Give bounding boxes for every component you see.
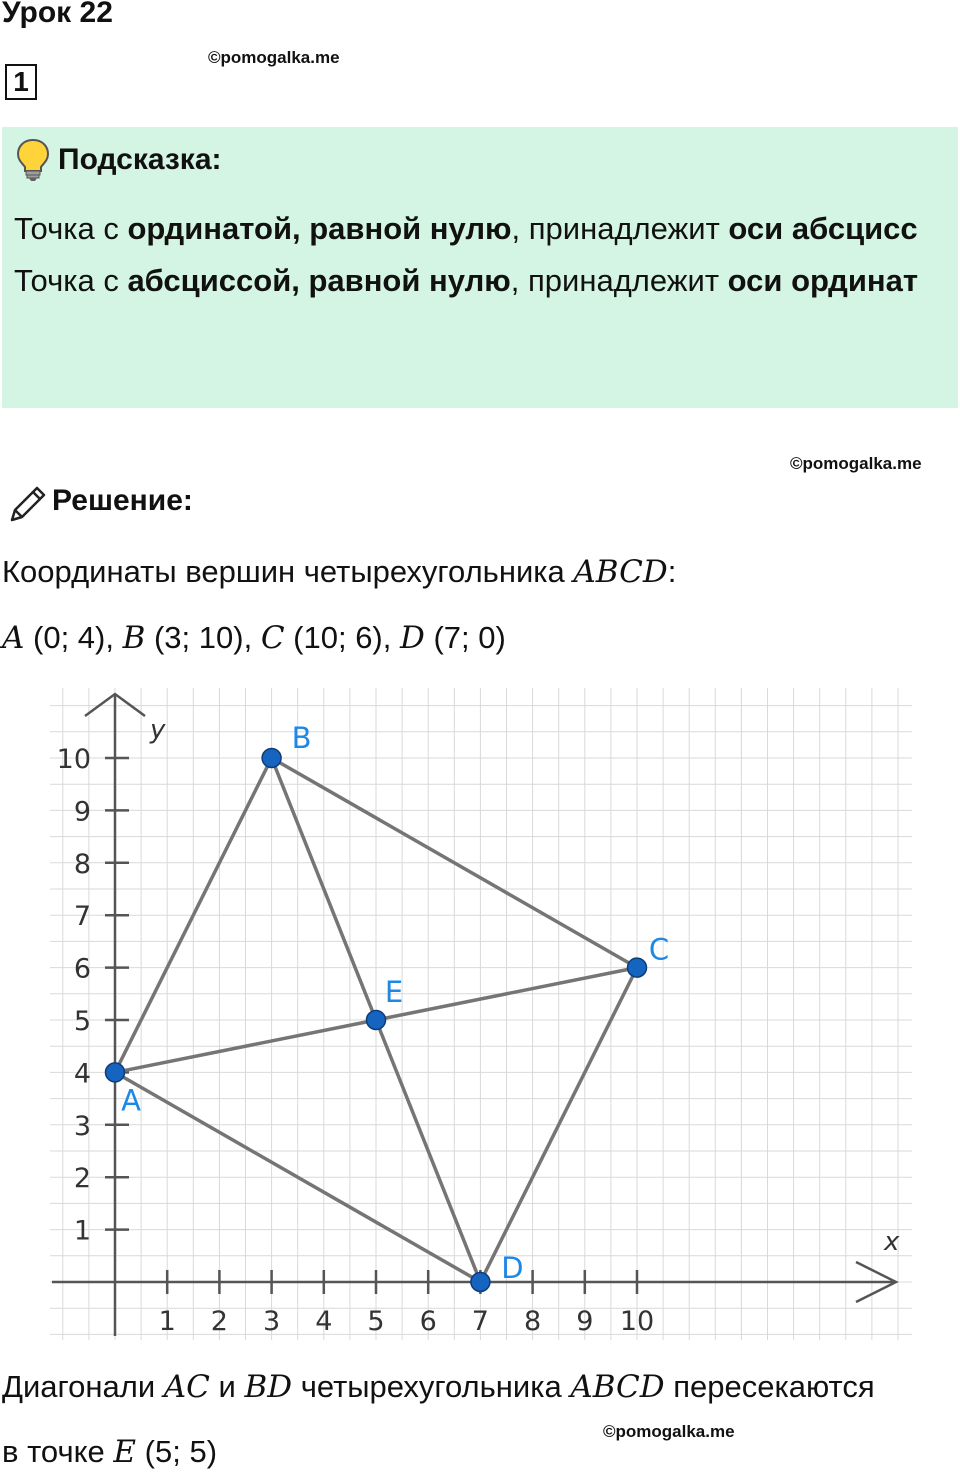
intersection-coords: (5; 5) [136, 1434, 218, 1469]
lightbulb-icon [14, 137, 52, 181]
hint-heading: Подсказка: [58, 143, 222, 176]
intersection-point-name: E [113, 1434, 137, 1470]
point-label-c: C [648, 932, 670, 967]
vertex-c-coords: (10; 6), [284, 620, 400, 655]
x-tick-label: 6 [419, 1306, 437, 1337]
diagonals-text-3: четырехугольника [292, 1369, 571, 1404]
watermark: ©pomogalka.me [790, 454, 922, 473]
hint-box [2, 127, 958, 408]
vertex-coordinates [2, 620, 506, 656]
hint-line-2 [14, 255, 944, 307]
solution-heading: Решение: [52, 484, 193, 517]
y-tick-label: 9 [73, 796, 91, 828]
vertex-a-coords: (0; 4), [24, 620, 123, 655]
hint-line-2-bold: абсциссой, равной нулю [127, 263, 511, 298]
hint-line-1-bold: ординатой, равной нулю [127, 211, 512, 246]
quad-name-2: ABCD [570, 1369, 665, 1405]
diagonals-text-4: пересекаются [664, 1369, 875, 1404]
x-tick-label: 2 [210, 1306, 228, 1337]
x-tick-label: 9 [576, 1306, 594, 1337]
hint-line-2-text-2: , принадлежит [510, 263, 728, 298]
diagonals-text-1: Диагонали [2, 1369, 164, 1404]
point-b [262, 749, 281, 768]
point-label-a: A [121, 1083, 141, 1118]
point-c [628, 958, 647, 977]
y-tick-label: 4 [73, 1058, 91, 1090]
diagonal-ac: AC [163, 1369, 210, 1405]
diagonal-bd: BD [244, 1369, 293, 1405]
vertex-b-name: B [122, 620, 146, 656]
axes [52, 694, 900, 1336]
x-tick-label: 10 [619, 1306, 655, 1337]
y-tick-label: 2 [73, 1163, 91, 1195]
point-label-e: E [384, 975, 404, 1009]
hint-line-1-text-2: , принадлежит [511, 211, 729, 246]
vertex-d-coords: (7; 0) [424, 620, 506, 655]
y-tick-label: 8 [73, 848, 91, 880]
vertex-a-name: A [2, 620, 25, 656]
hint-line-2-bold-2: оси ординат [727, 263, 919, 298]
diagonals-text-2: и [209, 1369, 245, 1404]
point-label-d: D [501, 1251, 524, 1285]
coordinate-plot [0, 688, 960, 1352]
x-tick-label: 4 [315, 1306, 333, 1337]
vertices-intro-end: : [667, 554, 677, 589]
x-tick-label: 7 [471, 1306, 489, 1337]
hint-line-2-text: Точка с [14, 263, 128, 298]
intersection-statement [2, 1434, 217, 1470]
intersection-text-1: в точке [2, 1434, 114, 1469]
x-tick-label: 3 [263, 1306, 281, 1337]
watermark: ©pomogalka.me [603, 1422, 735, 1441]
quad-name: ABCD [573, 554, 668, 590]
vertices-intro-text: Координаты вершин четырехугольника [2, 554, 574, 589]
y-tick-label: 6 [73, 953, 91, 985]
pencil-icon [6, 482, 50, 526]
point-d [471, 1273, 490, 1292]
hint-line-1-bold-2: оси абсцисс [728, 211, 918, 246]
y-tick-label: 3 [73, 1110, 91, 1142]
y-tick-label: 10 [56, 744, 91, 775]
page-title: Урок 22 [2, 0, 113, 29]
y-axis-label: y [150, 715, 166, 745]
vertices-intro [2, 554, 676, 590]
task-number: 1 [5, 64, 37, 100]
grid [50, 688, 912, 1340]
vertex-d-name: D [399, 620, 425, 656]
y-tick-label: 1 [73, 1215, 91, 1247]
x-tick-label: 8 [524, 1306, 542, 1337]
x-tick-label: 1 [158, 1306, 176, 1337]
point-e [367, 1011, 386, 1030]
hint-line-1-text: Точка с [14, 211, 128, 246]
point-a [106, 1063, 125, 1082]
hint-line-1 [14, 203, 944, 255]
hint-text [14, 203, 944, 307]
y-tick-label: 5 [73, 1006, 91, 1037]
vertex-c-name: C [260, 620, 285, 656]
x-axis-label: x [884, 1227, 900, 1257]
watermark: ©pomogalka.me [208, 48, 340, 67]
point-label-b: B [291, 721, 312, 755]
x-tick-label: 5 [367, 1306, 385, 1337]
ticks [57, 744, 655, 1337]
diagonals-statement [2, 1369, 875, 1405]
vertex-b-coords: (3; 10), [145, 620, 261, 655]
y-tick-label: 7 [73, 901, 91, 933]
